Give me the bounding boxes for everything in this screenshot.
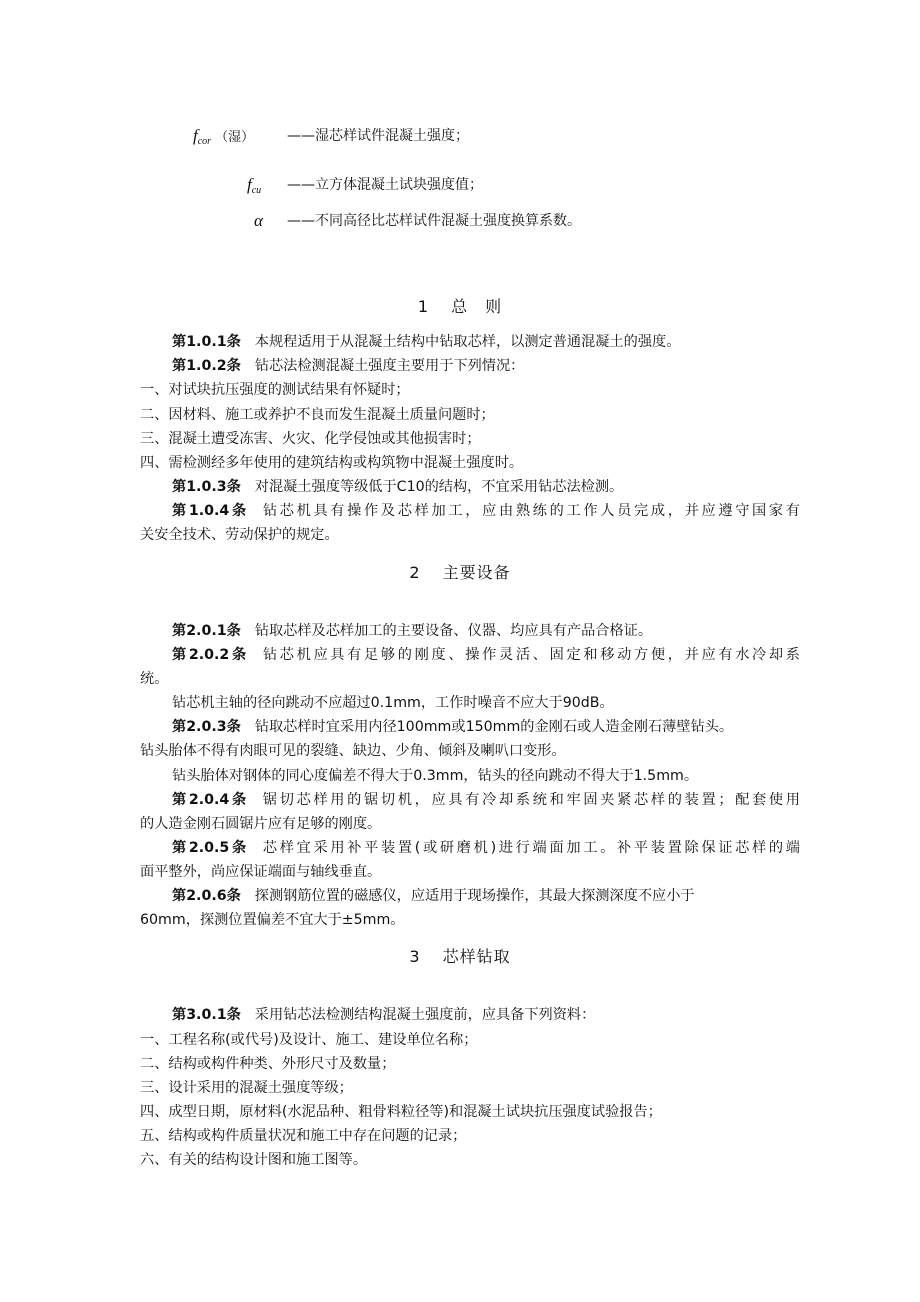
article-line: 第1.0.4条 钻芯机具有操作及芯样加工，应由熟练的工作人员完成，并应遵守国家有: [172, 503, 800, 519]
article-line: 第2.0.4条 锯切芯样用的锯切机，应具有冷却系统和牢固夹紧芯样的装置；配套使用: [172, 792, 800, 808]
symbol: α: [254, 211, 263, 230]
symbol-description: ——湿芯样试件混凝土强度；: [287, 128, 469, 144]
list-item: 四、成型日期，原材料(水泥品种、粗骨料粒径等)和混凝土试块抗压强度试验报告；: [140, 1104, 662, 1120]
paragraph-line: 钻头胎体对钢体的同心度偏差不得大于0.3mm，钻头的径向跳动不得大于1.5mm。: [172, 768, 699, 784]
paragraph-continuation: 的人造金刚石圆锯片应有足够的刚度。: [140, 816, 382, 832]
paragraph-line: 钻芯机主轴的径向跳动不应超过0.1mm，工作时噪音不应大于90dB。: [172, 695, 614, 711]
symbol-definition: [254, 208, 263, 234]
symbol-definition: [193, 123, 254, 149]
symbol-definition: [247, 172, 261, 198]
article-line: 第2.0.2条 钻芯机应具有足够的刚度、操作灵活、固定和移动方便，并应有水冷却系: [172, 647, 800, 663]
list-item: 一、对试块抗压强度的测试结果有怀疑时；: [140, 382, 410, 398]
article-line: 第2.0.1条 钻取芯样及芯样加工的主要设备、仪器、均应具有产品合格证。: [172, 623, 653, 639]
article-line: 第1.0.3条 对混凝土强度等级低于C10的结构，不宜采用钻芯法检测。: [172, 479, 624, 495]
paragraph-continuation: 60mm，探测位置偏差不宜大于±5mm。: [140, 912, 405, 928]
symbol: $f_{cor}$: [193, 126, 212, 147]
section-heading: 3 芯样钻取: [409, 947, 511, 966]
symbol-description: ——立方体混凝土试块强度值；: [287, 177, 483, 193]
article-line: 第2.0.5条 芯样宜采用补平装置(或研磨机)进行端面加工。补平装置除保证芯样的端: [172, 840, 800, 856]
symbol: $f_{cu}$: [247, 175, 262, 196]
paragraph-continuation: 面平整外，尚应保证端面与轴线垂直。: [140, 864, 382, 880]
list-item: 三、设计采用的混凝土强度等级；: [140, 1080, 353, 1096]
list-item: 一、工程名称(或代号)及设计、施工、建设单位名称；: [140, 1032, 478, 1048]
list-item: 四、需检测经多年使用的建筑结构或构筑物中混凝土强度时。: [140, 455, 524, 471]
section-heading: 1 总 则: [417, 297, 503, 316]
article-line: 第3.0.1条 采用钻芯法检测结构混凝土强度前，应具备下列资料：: [172, 1007, 596, 1023]
paragraph-continuation: 钻头胎体不得有肉眼可见的裂缝、缺边、少角、倾斜及喇叭口变形。: [140, 743, 566, 759]
list-item: 六、有关的结构设计图和施工图等。: [140, 1152, 368, 1168]
article-line: 第1.0.1条 本规程适用于从混凝土结构中钻取芯样，以测定普通混凝土的强度。: [172, 334, 681, 350]
section-heading: 2 主要设备: [409, 563, 511, 582]
paragraph-continuation: 关安全技术、劳动保护的规定。: [140, 527, 339, 543]
article-line: 第1.0.2条 钻芯法检测混凝土强度主要用于下列情况：: [172, 358, 525, 374]
list-item: 三、混凝土遭受冻害、火灾、化学侵蚀或其他损害时；: [140, 431, 481, 447]
list-item: 五、结构或构件质量状况和施工中存在问题的记录；: [140, 1128, 467, 1144]
symbol-description: ——不同高径比芯样试件混凝土强度换算系数。: [287, 213, 581, 229]
list-item: 二、因材料、施工或养护不良而发生混凝土质量问题时；: [140, 407, 495, 423]
article-line: 第2.0.3条 钻取芯样时宜采用内径100mm或150mm的金刚石或人造金刚石薄壁钻头。: [172, 719, 734, 735]
list-item: 二、结构或构件种类、外形尺寸及数量；: [140, 1056, 396, 1072]
article-line: 第2.0.6条 探测钢筋位置的磁感仪，应适用于现场操作，其最大探测深度不应小于: [172, 888, 695, 904]
symbol-note: （湿）: [215, 130, 255, 145]
paragraph-continuation: 统。: [140, 671, 169, 687]
